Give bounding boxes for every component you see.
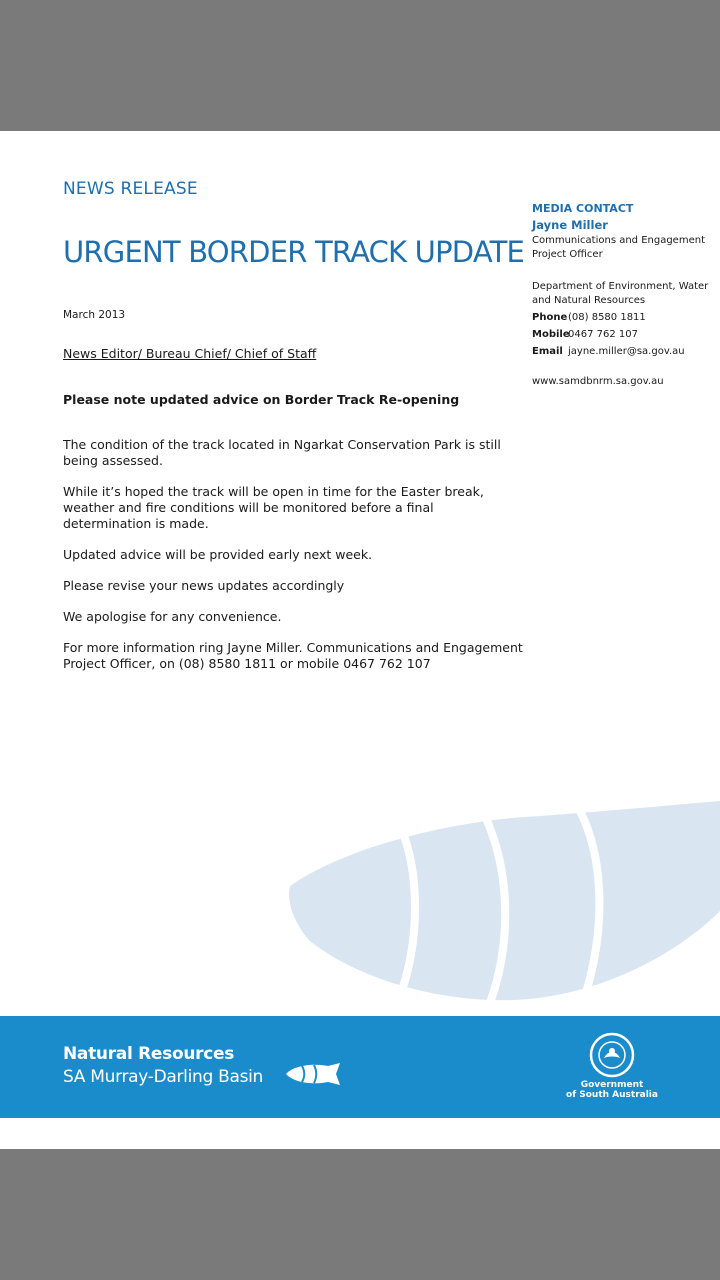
paragraph: For more information ring Jayne Miller. Communications and Engagement Project Officer, on (08) 8580 1811 or mobile 0467 762 107 bbox=[63, 640, 523, 671]
government-label bbox=[566, 1080, 658, 1100]
media-contact-block bbox=[532, 202, 712, 389]
release-date: March 2013 bbox=[63, 309, 126, 321]
email-row bbox=[532, 345, 712, 359]
footer-banner bbox=[0, 1016, 720, 1118]
phone-value[interactable]: (08) 8580 1811 bbox=[568, 312, 646, 323]
gov-line1: Government bbox=[580, 1080, 644, 1090]
paragraph: The condition of the track located in Ngarkat Conservation Park is still being assessed. bbox=[63, 437, 501, 468]
notice-heading: Please note updated advice on Border Track Re-opening bbox=[63, 392, 460, 407]
email-label: Email bbox=[532, 346, 563, 357]
phone-label: Phone bbox=[532, 312, 568, 323]
contact-department: Department of Environment, Water and Natural Resources bbox=[532, 281, 709, 306]
media-contact-label: MEDIA CONTACT bbox=[532, 202, 634, 215]
email-value[interactable]: jayne.miller@sa.gov.au bbox=[568, 346, 685, 357]
gov-line2: of South Australia bbox=[566, 1090, 658, 1100]
phone-row bbox=[532, 311, 712, 325]
brand-line1: Natural Resources bbox=[63, 1044, 235, 1064]
contact-role: Communications and Engagement Project Officer bbox=[532, 235, 705, 260]
paragraph: We apologise for any convenience. bbox=[63, 609, 282, 624]
recipient-line: News Editor/ Bureau Chief/ Chief of Staff bbox=[63, 346, 317, 361]
government-crest-icon bbox=[588, 1032, 636, 1078]
paragraph: Updated advice will be provided early next week. bbox=[63, 547, 373, 562]
website-link[interactable]: www.samdbnrm.sa.gov.au bbox=[532, 376, 664, 387]
mobile-label: Mobile bbox=[532, 329, 570, 340]
fish-watermark-icon bbox=[280, 791, 720, 1006]
brand-line2: SA Murray-Darling Basin bbox=[63, 1067, 264, 1087]
paragraph: While it’s hoped the track will be open in time for the Easter break, weather and fire conditions will be monitored before a final determination is made. bbox=[63, 484, 484, 531]
news-release-label: NEWS RELEASE bbox=[63, 179, 198, 199]
paragraph: Please revise your news updates accordingly bbox=[63, 578, 345, 593]
mobile-value[interactable]: 0467 762 107 bbox=[568, 329, 638, 340]
mobile-row bbox=[532, 328, 712, 342]
body-text bbox=[63, 437, 523, 687]
contact-name: Jayne Miller bbox=[532, 218, 608, 232]
document-page bbox=[0, 131, 720, 1149]
page-title: URGENT BORDER TRACK UPDATE bbox=[63, 235, 525, 269]
fish-logo-icon bbox=[284, 1061, 342, 1087]
